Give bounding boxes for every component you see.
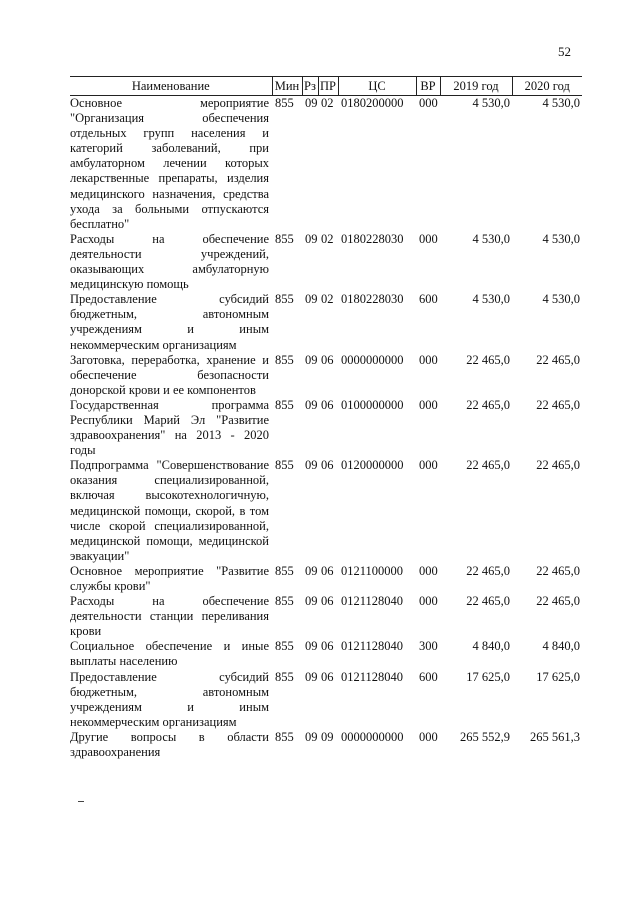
header-2020: 2020 год xyxy=(512,77,582,96)
cell-vr: 000 xyxy=(419,96,438,110)
cell-min: 855 xyxy=(275,96,294,110)
cell-rz: 09 xyxy=(305,352,318,367)
table-row xyxy=(70,96,582,232)
cell-vr: 000 xyxy=(419,231,438,246)
table-row xyxy=(70,458,582,564)
cell-cs: 0120000000 xyxy=(341,458,404,473)
cell-rz: 09 xyxy=(305,397,318,412)
cell-y2020: 22 465,0 xyxy=(536,352,580,367)
cell-pr: 06 xyxy=(321,397,334,412)
cell-y2020: 4 530,0 xyxy=(542,96,580,110)
header-min: Мин xyxy=(272,77,302,96)
cell-vr: 000 xyxy=(419,397,438,412)
cell-y2019: 22 465,0 xyxy=(466,458,510,473)
cell-vr: 600 xyxy=(419,669,438,684)
cell-min: 855 xyxy=(275,231,294,246)
cell-y2019: 4 530,0 xyxy=(472,96,510,110)
cell-min: 855 xyxy=(275,352,294,367)
header-pr: ПР xyxy=(318,77,338,96)
cell-y2019: 22 465,0 xyxy=(466,352,510,367)
cell-rz: 09 xyxy=(305,669,318,684)
header-rz: Рз xyxy=(302,77,318,96)
cell-y2020: 265 561,3 xyxy=(530,729,580,744)
cell-y2020: 22 465,0 xyxy=(536,397,580,412)
cell-name: Предоставление субсидий бюджетным, автономным учреждениям и иным некоммерческим организациям xyxy=(70,669,269,729)
cell-rz: 09 xyxy=(305,594,318,609)
cell-rz: 09 xyxy=(305,458,318,473)
table-body xyxy=(70,96,582,761)
cell-y2019: 4 530,0 xyxy=(472,231,510,246)
cell-vr: 000 xyxy=(419,594,438,609)
cell-y2020: 4 530,0 xyxy=(542,231,580,246)
cell-rz: 09 xyxy=(305,729,318,744)
cell-min: 855 xyxy=(275,292,294,307)
table-row xyxy=(70,594,582,639)
cell-name: Предоставление субсидий бюджетным, автономным учреждениям и иным некоммерческим организациям xyxy=(70,292,269,352)
cell-min: 855 xyxy=(275,397,294,412)
cell-name: Расходы на обеспечение деятельности учреждений, оказывающих амбулаторную медицинскую помощь xyxy=(70,231,269,292)
header-cs: ЦС xyxy=(338,77,416,96)
cell-y2019: 22 465,0 xyxy=(466,594,510,609)
cell-y2019: 4 530,0 xyxy=(472,292,510,307)
cell-y2020: 17 625,0 xyxy=(536,669,580,684)
cell-y2020: 22 465,0 xyxy=(536,458,580,473)
cell-pr: 06 xyxy=(321,594,334,609)
cell-min: 855 xyxy=(275,639,294,654)
table-row xyxy=(70,292,582,352)
table-row xyxy=(70,353,582,398)
cell-min: 855 xyxy=(275,669,294,684)
cell-y2019: 4 840,0 xyxy=(472,639,510,654)
cell-rz: 09 xyxy=(305,639,318,654)
cell-y2020: 22 465,0 xyxy=(536,563,580,578)
cell-vr: 000 xyxy=(419,729,438,744)
table-row xyxy=(70,564,582,594)
cell-min: 855 xyxy=(275,594,294,609)
footer-mark xyxy=(78,801,84,802)
cell-vr: 300 xyxy=(419,639,438,654)
cell-name: Подпрограмма "Совершенствование оказания специализированной, включая высокотехнологичную, медицинской помощи, скорой, в том числе скорой специализированной, медицинской помощи, медицинской эвакуации" xyxy=(70,458,269,563)
cell-vr: 600 xyxy=(419,292,438,307)
cell-y2019: 265 552,9 xyxy=(460,729,510,744)
cell-name: Заготовка, переработка, хранение и обеспечение безопасности донорской крови и ее компонентов xyxy=(70,352,269,397)
cell-cs: 0121128040 xyxy=(341,669,404,684)
cell-cs: 0000000000 xyxy=(341,352,404,367)
cell-y2019: 22 465,0 xyxy=(466,563,510,578)
cell-name: Другие вопросы в области здравоохранения xyxy=(70,729,269,760)
cell-cs: 0121128040 xyxy=(341,594,404,609)
cell-pr: 02 xyxy=(321,292,334,307)
cell-cs: 0100000000 xyxy=(341,397,404,412)
cell-cs: 0121128040 xyxy=(341,639,404,654)
table-header-row xyxy=(70,77,582,96)
cell-y2020: 22 465,0 xyxy=(536,594,580,609)
cell-y2019: 17 625,0 xyxy=(466,669,510,684)
table-row xyxy=(70,670,582,730)
cell-name: Расходы на обеспечение деятельности станции переливания крови xyxy=(70,594,269,639)
cell-cs: 0180228030 xyxy=(341,292,404,307)
header-2019: 2019 год xyxy=(440,77,512,96)
table-row xyxy=(70,398,582,458)
cell-cs: 0180228030 xyxy=(341,231,404,246)
cell-pr: 09 xyxy=(321,729,334,744)
cell-pr: 02 xyxy=(321,96,334,110)
cell-cs: 0000000000 xyxy=(341,729,404,744)
cell-rz: 09 xyxy=(305,563,318,578)
cell-min: 855 xyxy=(275,729,294,744)
cell-pr: 06 xyxy=(321,458,334,473)
table-row xyxy=(70,639,582,669)
cell-name: Социальное обеспечение и иные выплаты населению xyxy=(70,639,269,669)
header-vr: ВР xyxy=(416,77,440,96)
cell-vr: 000 xyxy=(419,563,438,578)
cell-y2020: 4 530,0 xyxy=(542,292,580,307)
cell-y2020: 4 840,0 xyxy=(542,639,580,654)
cell-rz: 09 xyxy=(305,231,318,246)
table-row xyxy=(70,730,582,760)
header-name: Наименование xyxy=(70,77,272,96)
cell-vr: 000 xyxy=(419,458,438,473)
table-row xyxy=(70,232,582,292)
page-number: 52 xyxy=(558,44,571,59)
cell-pr: 06 xyxy=(321,563,334,578)
cell-rz: 09 xyxy=(305,292,318,307)
cell-vr: 000 xyxy=(419,352,438,367)
cell-cs: 0180200000 xyxy=(341,96,404,110)
budget-table xyxy=(70,76,582,760)
cell-y2019: 22 465,0 xyxy=(466,397,510,412)
cell-cs: 0121100000 xyxy=(341,563,404,578)
cell-name: Основное мероприятие "Развитие службы крови" xyxy=(70,563,269,593)
cell-name: Государственная программа Республики Марий Эл "Развитие здравоохранения" на 2013 - 2020 годы xyxy=(70,397,269,458)
cell-min: 855 xyxy=(275,458,294,473)
cell-pr: 06 xyxy=(321,639,334,654)
cell-pr: 06 xyxy=(321,352,334,367)
cell-min: 855 xyxy=(275,563,294,578)
cell-rz: 09 xyxy=(305,96,318,110)
cell-name: Основное мероприятие "Организация обеспечения отдельных групп населения и категорий заболеваний, при амбулаторном лечении которых лекарственные препараты, изделия медицинского назначения, средства ухода за больными отпускаются бесплатно" xyxy=(70,96,269,231)
cell-pr: 02 xyxy=(321,231,334,246)
cell-pr: 06 xyxy=(321,669,334,684)
